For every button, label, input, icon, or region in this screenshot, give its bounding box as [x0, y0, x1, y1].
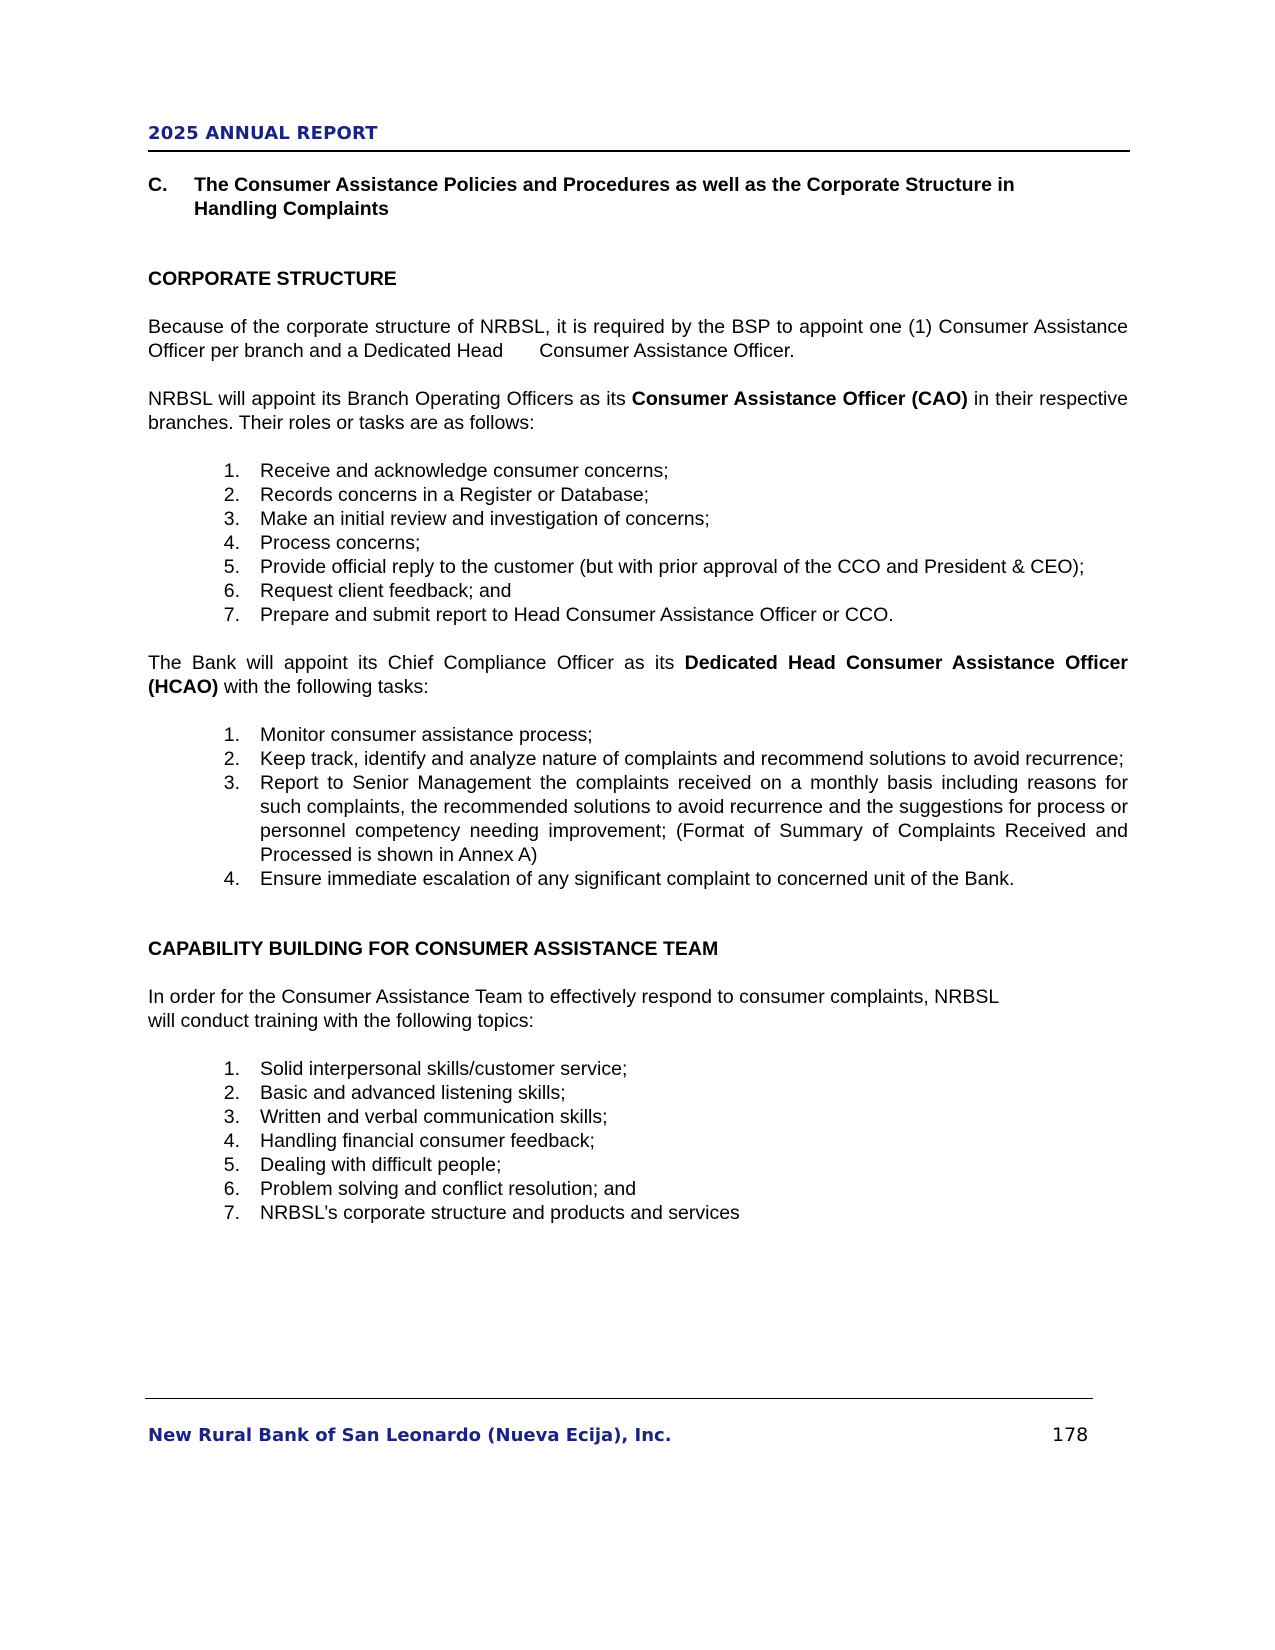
- list-item: [148, 603, 1128, 627]
- list-item-number: 2.: [223, 1082, 240, 1104]
- capability-building-heading: CAPABILITY BUILDING FOR CONSUMER ASSISTANCE TEAM: [148, 938, 719, 960]
- hcao-term: Dedicated Head Consumer Assistance Officer (HCAO): [148, 652, 1128, 698]
- list-item-text: Ensure immediate escalation of any significant complaint to concerned unit of the Bank.: [260, 868, 1015, 890]
- cao-paragraph: [148, 387, 1128, 435]
- list-item: [148, 867, 1128, 891]
- list-item-text: Process concerns;: [260, 532, 421, 554]
- list-item-number: 7.: [223, 1202, 240, 1224]
- list-item-number: 6.: [223, 1178, 240, 1200]
- list-item-text: Monitor consumer assistance process;: [260, 724, 593, 746]
- section-letter: C.: [148, 174, 168, 196]
- section-title: [148, 173, 1128, 221]
- list-item-text: Provide official reply to the customer (but with prior approval of the CCO and President & CEO);: [260, 556, 1085, 578]
- corporate-structure-heading: CORPORATE STRUCTURE: [148, 268, 397, 290]
- list-item-number: 3.: [223, 1106, 240, 1128]
- list-item-number: 1.: [223, 460, 240, 482]
- list-item-text: Make an initial review and investigation of concerns;: [260, 508, 710, 530]
- list-item: [148, 747, 1128, 771]
- list-item-text: Dealing with difficult people;: [260, 1154, 502, 1176]
- list-item-number: 4.: [223, 868, 240, 890]
- list-item-text: Written and verbal communication skills;: [260, 1106, 608, 1128]
- list-item-text: NRBSL’s corporate structure and products and services: [260, 1202, 740, 1224]
- list-item-number: 1.: [223, 1058, 240, 1080]
- page-body: [148, 173, 1128, 1225]
- list-item-text: Keep track, identify and analyze nature of complaints and recommend solutions to avoid recurrence;: [260, 748, 1124, 770]
- list-item-number: 3.: [223, 772, 240, 794]
- list-item-number: 6.: [223, 580, 240, 602]
- list-item-text: Receive and acknowledge consumer concerns;: [260, 460, 669, 482]
- list-item: [148, 531, 1128, 555]
- list-item-text: Request client feedback; and: [260, 580, 512, 602]
- footer-bank-name: New Rural Bank of San Leonardo (Nueva Ecija), Inc.: [148, 1425, 672, 1446]
- list-item-number: 4.: [223, 1130, 240, 1152]
- list-item: [148, 1153, 1128, 1177]
- list-item-number: 5.: [223, 556, 240, 578]
- list-item: [148, 1105, 1128, 1129]
- section-title-line1: The Consumer Assistance Policies and Procedures as well as the Corporate Structure in: [194, 174, 1015, 196]
- list-item-number: 2.: [223, 748, 240, 770]
- list-item-number: 5.: [223, 1154, 240, 1176]
- list-item: [148, 555, 1128, 579]
- list-item-text: Problem solving and conflict resolution; and: [260, 1178, 637, 1200]
- list-item-text: Report to Senior Management the complaints received on a monthly basis including reasons for such complaints, the recommended solutions to avoid recurrence and the suggestions for process or personnel competency needing improvement; (Format of Summary of Complaints Received and Processed is shown in Annex A): [260, 772, 1128, 866]
- list-item-number: 7.: [223, 604, 240, 626]
- training-topic-list: [148, 1057, 1128, 1225]
- list-item: [148, 1129, 1128, 1153]
- list-item-text: Solid interpersonal skills/customer service;: [260, 1058, 628, 1080]
- hcao-task-list: [148, 723, 1128, 891]
- cao-paragraph-text: NRBSL will appoint its Branch Operating Officers as its: [148, 388, 632, 410]
- header-divider: [148, 150, 1130, 152]
- hcao-paragraph-text: The Bank will appoint its Chief Compliance Officer as its: [148, 652, 685, 674]
- capability-paragraph: [148, 985, 1128, 1033]
- section-title-line2: Handling Complaints: [194, 198, 389, 220]
- corporate-paragraph-1: [148, 315, 1128, 363]
- list-item: [148, 1081, 1128, 1105]
- capability-paragraph-line2: will conduct training with the following topics:: [148, 1010, 534, 1032]
- list-item: [148, 507, 1128, 531]
- cao-paragraph-end: in their respective branches. Their roles or tasks are as follows:: [148, 388, 1128, 434]
- list-item: [148, 771, 1128, 867]
- list-item-text: Prepare and submit report to Head Consumer Assistance Officer or CCO.: [260, 604, 894, 626]
- section-title-text: [194, 173, 1015, 221]
- footer-divider: [145, 1398, 1093, 1399]
- report-header-title: 2025 ANNUAL REPORT: [148, 123, 378, 144]
- list-item: [148, 723, 1128, 747]
- page-number: 178: [1052, 1424, 1089, 1446]
- list-item: [148, 579, 1128, 603]
- list-item: [148, 1201, 1128, 1225]
- list-item-number: 1.: [223, 724, 240, 746]
- list-item-text: Handling financial consumer feedback;: [260, 1130, 595, 1152]
- cao-term: Consumer Assistance Officer (CAO): [631, 388, 968, 410]
- list-item-number: 4.: [223, 532, 240, 554]
- corporate-paragraph-1-end: Consumer Assistance Officer.: [539, 340, 795, 362]
- list-item-text: Records concerns in a Register or Database;: [260, 484, 650, 506]
- list-item: [148, 1057, 1128, 1081]
- list-item: [148, 483, 1128, 507]
- cao-task-list: [148, 459, 1128, 627]
- list-item-number: 3.: [223, 508, 240, 530]
- list-item-text: Basic and advanced listening skills;: [260, 1082, 566, 1104]
- hcao-paragraph-end: with the following tasks:: [218, 676, 429, 698]
- hcao-paragraph: [148, 651, 1128, 699]
- list-item: [148, 1177, 1128, 1201]
- capability-paragraph-line1: In order for the Consumer Assistance Team to effectively respond to consumer complaints, NRBSL: [148, 986, 1000, 1008]
- list-item: [148, 459, 1128, 483]
- corporate-paragraph-1-text: Because of the corporate structure of NRBSL, it is required by the BSP to appoint one (1) Consumer Assistance Officer per branch and a Dedicated Head: [148, 316, 1128, 362]
- list-item-number: 2.: [223, 484, 240, 506]
